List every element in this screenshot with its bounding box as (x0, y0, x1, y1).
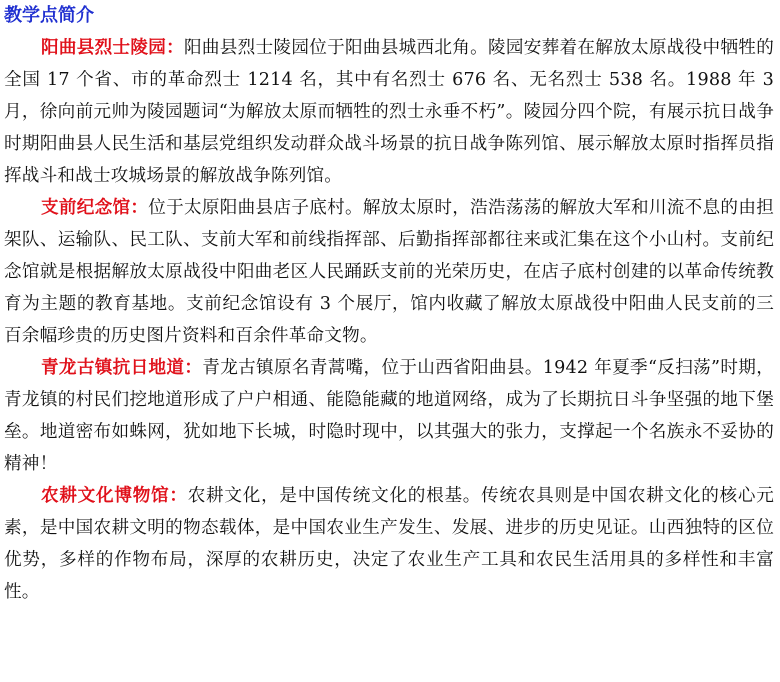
paragraph-qinglong-tunnel (4, 352, 774, 480)
term-support-memorial: 支前纪念馆： (41, 197, 149, 218)
term-farming-museum: 农耕文化博物馆： (41, 485, 188, 506)
section-heading: 教学点简介 (4, 5, 94, 26)
term-martyrs-cemetery: 阳曲县烈士陵园： (41, 37, 185, 58)
text-martyrs-cemetery: 阳曲县烈士陵园位于阳曲县城西北角。陵园安葬着在解放太原战役中牺牲的全国 17 个省、市的革命烈士 1214 名，其中有名烈士 676 名、无名烈士 538 名。1988 年 3 月，徐向前元帅为陵园题词“为解放太原而牺牲的烈士永垂不朽”。陵园分四个院，有展示抗日战争时期阳曲县人民生活和基层党组织发动群众战斗场景的抗日战争陈列馆、展示解放太原时指挥员指挥战斗和战士攻城场景的解放战争陈列馆。 (4, 38, 774, 186)
paragraph-farming-museum (4, 480, 774, 608)
term-qinglong-tunnel: 青龙古镇抗日地道： (41, 357, 203, 378)
document (4, 0, 774, 608)
text-farming-museum: 农耕文化，是中国传统文化的根基。传统农具则是中国农耕文化的核心元素，是中国农耕文明的物态载体，是中国农业生产发生、发展、进步的历史见证。山西独特的区位优势，多样的作物布局，深厚的农耕历史，决定了农业生产工具和农民生活用具的多样性和丰富性。 (4, 486, 775, 602)
paragraph-martyrs-cemetery (4, 32, 774, 192)
text-support-memorial: 位于太原阳曲县店子底村。解放太原时，浩浩荡荡的解放大军和川流不息的由担架队、运输队、民工队、支前大军和前线指挥部、后勤指挥部都往来或汇集在这个小山村。支前纪念馆就是根据解放太原战役中阳曲老区人民踊跃支前的光荣历史，在店子底村创建的以革命传统教育为主题的教育基地。支前纪念馆设有 3 个展厅，馆内收藏了解放太原战役中阳曲人民支前的三百余幅珍贵的历史图片资料和百余件革命文物。 (4, 198, 774, 346)
paragraph-support-memorial (4, 192, 774, 352)
text-qinglong-tunnel: 青龙古镇原名青蒿嘴，位于山西省阳曲县。1942 年夏季“反扫荡”时期，青龙镇的村民们挖地道形成了户户相通、能隐能藏的地道网络，成为了长期抗日斗争坚强的地下堡垒。地道密布如蛛网，犹如地下长城，时隐时现中，以其强大的张力，支撑起一个名族永不妥协的精神！ (4, 358, 775, 474)
